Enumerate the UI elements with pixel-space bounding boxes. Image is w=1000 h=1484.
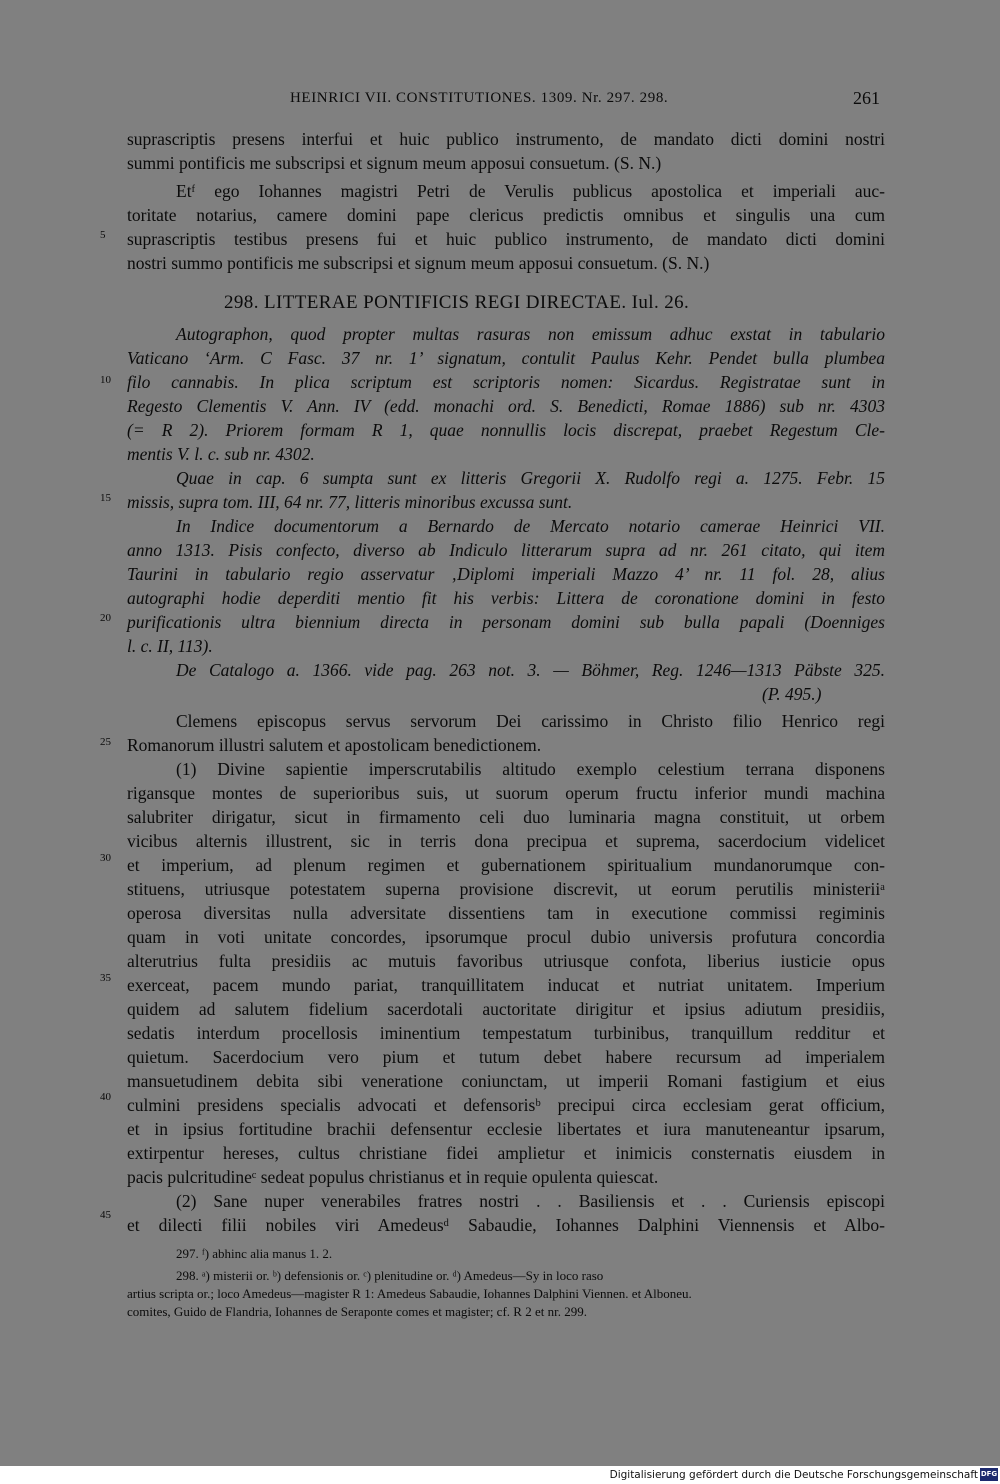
text-line: pacis pulcritudineᶜ sedeat populus christianus et in requie opulenta quiescat. [127, 1167, 659, 1187]
footnote-298-cont: comites, Guido de Flandria, Iohannes de Seraponte comes et magister; cf. R 2 et nr. 299. [127, 1304, 587, 1319]
text-line: Etᶠ ego Iohannes magistri Petri de Verulis publicus apostolica et imperiali auc- [176, 181, 885, 201]
document-heading: 298. LITTERAE PONTIFICIS REGI DIRECTAE. Iul. 26. [224, 292, 690, 313]
text-line: anno 1313. Pisis confecto, diverso ab Indiculo litterarum supra ad nr. 261 citato, qui item [127, 540, 885, 560]
text-line: Autographon, quod propter multas rasuras non emissum adhuc exstat in tabulario [176, 324, 885, 344]
footnote-298: 298. ᵃ) misterii or. ᵇ) defensionis or. ᶜ) plenitudine or. ᵈ) Amedeus—Sy in loco raso [176, 1268, 604, 1283]
line-number: 10 [100, 374, 111, 386]
line-number: 45 [100, 1209, 111, 1221]
text-line: De Catalogo a. 1366. vide pag. 263 not. 3. — Böhmer, Reg. 1246—1313 Päbste 325. [176, 660, 885, 680]
footnote-297: 297. ᶠ) abhinc alia manus 1. 2. [176, 1246, 333, 1261]
line-number: 15 [100, 492, 111, 504]
text-line: mansuetudinem debita sibi veneratione coniunctam, ut imperii Romani fastigium et eius [127, 1071, 885, 1091]
text-line: missis, supra tom. III, 64 nr. 77, litteris minoribus excussa sunt. [127, 492, 573, 512]
text-line: mentis V. l. c. sub nr. 4302. [127, 444, 315, 464]
text-line: et imperium, ad plenum regimen et gubernationem spiritualium mundanorumque con- [127, 855, 885, 875]
footer-credit: Digitalisierung gefördert durch die Deutsche Forschungsgemeinschaft [609, 1469, 978, 1481]
text-line: toritate notarius, camere domini pape clericus predictis omnibus et singulis una cum [127, 205, 885, 225]
text-line: culmini presidens specialis advocati et defensorisᵇ precipui circa ecclesiam gerat officium, [127, 1095, 885, 1115]
text-line: nostri summo pontificis me subscripsi et signum meum apposui consuetum. (S. N.) [127, 253, 710, 273]
text-line: summi pontificis me subscripsi et signum meum apposui consuetum. (S. N.) [127, 153, 662, 173]
text-line: (2) Sane nuper venerabiles fratres nostri . . Basiliensis et . . Curiensis episcopi [176, 1191, 885, 1211]
text-line: salubriter dirigatur, sicut in firmamento celi duo luminaria magna constituit, ut orbem [127, 807, 885, 827]
line-number: 30 [100, 852, 111, 864]
text-line: quietum. Sacerdocium vero pium et tutum debet habere recursum ad imperialem [127, 1047, 885, 1067]
text-line: Taurini in tabulario regio asservatur ‚Diplomi imperiali Mazzo 4’ nr. 11 fol. 28, alius [127, 564, 885, 584]
page-number: 261 [853, 88, 880, 108]
line-number: 20 [100, 612, 111, 624]
text-line: Romanorum illustri salutem et apostolicam benedictionem. [127, 735, 542, 755]
text-line: quidem ad salutem fidelium sacerdotali auctoritate dirigitur et ipsius adiutum presidiis, [127, 999, 885, 1019]
text-line: Quae in cap. 6 sumpta sunt ex litteris Gregorii X. Rudolfo regi a. 1275. Febr. 15 [176, 468, 885, 488]
text-line: suprascriptis presens interfui et huic publico instrumento, de mandato dicti domini nostri [127, 129, 885, 149]
text-line: rigansque montes de superioribus suis, ut suorum operum fructu inferior mundi machina [127, 783, 885, 803]
running-title: HEINRICI VII. CONSTITUTIONES. 1309. Nr. 297. 298. [290, 90, 669, 106]
text-line: exerceat, pacem mundo pariat, tranquillitatem inducat et nutriat unitatem. Imperium [127, 975, 885, 995]
line-number: 40 [100, 1091, 111, 1103]
text-line: suprascriptis testibus presens fui et huic publico instrumento, de mandato dicti domini [127, 229, 885, 249]
text-line: (P. 495.) [762, 684, 822, 704]
text-line: extirpentur hereses, cultus christiane fidei amplietur et inimicis consternatis eiusdem in [127, 1143, 885, 1163]
text-line: stituens, utriusque potestatem superna provisione discrevit, ut eorum perutilis ministeriiᵃ [127, 879, 885, 899]
text-line: autographi hodie deperditi mentio fit his verbis: Littera de coronatione domini in festo [127, 588, 885, 608]
text-line: vicibus alternis illustrent, sic in terris dona precipua et suprema, sacerdocium videlicet [127, 831, 885, 851]
text-line: et dilecti filii nobiles viri Amedeusᵈ Sabaudie, Iohannes Dalphini Viennensis et Albo- [127, 1215, 885, 1235]
text-line: Vaticano ‘Arm. C Fasc. 37 nr. 1’ signatum, contulit Paulus Kehr. Pendet bulla plumbea [127, 348, 885, 368]
text-line: filo cannabis. In plica scriptum est scriptoris nomen: Sicardus. Registratae sunt in [127, 372, 885, 392]
text-line: Clemens episcopus servus servorum Dei carissimo in Christo filio Henrico regi [176, 711, 885, 731]
footnote-298-cont: artius scripta or.; loco Amedeus—magister R 1: Amedeus Sabaudie, Iohannes Dalphini Viennen. et Alboneu. [127, 1286, 692, 1301]
line-number: 35 [100, 972, 111, 984]
text-line: Regesto Clementis V. Ann. IV (edd. monachi ord. S. Benedicti, Romae 1886) sub nr. 4303 [127, 396, 885, 416]
text-line: In Indice documentorum a Bernardo de Mercato notario camerae Heinrici VII. [176, 516, 885, 536]
text-line: sedatis interdum procellosis iminentium tempestatum turbinibus, tranquillum redditur et [127, 1023, 885, 1043]
text-line: purificationis ultra biennium directa in personam domini sub bulla papali (Doenniges [127, 612, 885, 632]
text-line: et in ipsius fortitudine brachii defensentur ecclesie libertates et iura manuteneantur ipsarum, [127, 1119, 885, 1139]
text-line: (1) Divine sapientie imperscrutabilis altitudo exemplo celestium terrana disponens [176, 759, 885, 779]
line-number: 5 [100, 229, 106, 241]
line-number: 25 [100, 736, 111, 748]
text-line: (= R 2). Priorem formam R 1, quae nonnullis locis discrepat, praebet Regestum Cle- [127, 420, 885, 440]
text-line: l. c. II, 113). [127, 636, 213, 656]
text-line: alterutrius fulta presidiis ac mutuis favoribus utriusque confota, liberius iusticie opus [127, 951, 885, 971]
text-line: quam in voti unitate concordes, ipsorumque procul dubio universis profutura concordia [127, 927, 885, 947]
dfg-logo-icon: DFG [980, 1468, 998, 1481]
text-line: operosa diversitas nulla adversitate dissentiens tam in executione commissi regiminis [127, 903, 885, 923]
